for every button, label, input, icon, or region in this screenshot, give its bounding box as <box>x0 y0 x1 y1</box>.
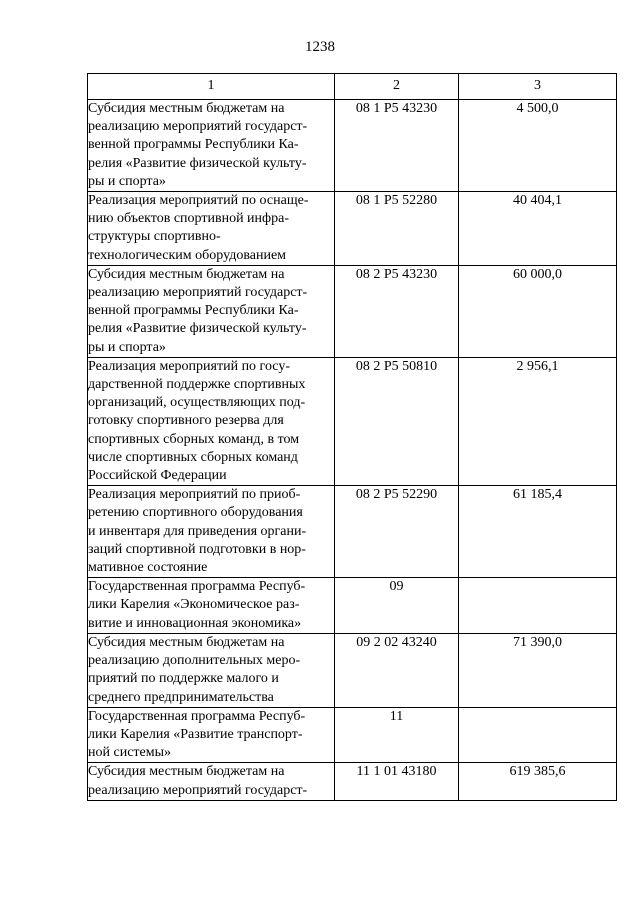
description-line: нию объектов спортивной инфра- <box>88 211 289 227</box>
row-amount: 71 390,0 <box>459 633 617 707</box>
row-code: 08 2 P5 43230 <box>335 265 459 357</box>
row-description <box>88 707 335 763</box>
row-description <box>88 763 335 800</box>
table-row <box>88 192 617 266</box>
description-line: структуры спортивно- <box>88 229 221 245</box>
row-description <box>88 100 335 192</box>
description-line: реализацию мероприятий государст- <box>88 119 308 135</box>
description-line: дарственной поддержке спортивных <box>88 377 306 393</box>
row-description <box>88 633 335 707</box>
row-code: 11 <box>335 707 459 763</box>
table-row <box>88 265 617 357</box>
description-line: реализацию мероприятий государст- <box>88 285 308 301</box>
description-line: лики Карелия «Экономическое раз- <box>88 597 300 613</box>
description-line: готовку спортивного резерва для <box>88 413 284 429</box>
row-code: 08 2 P5 50810 <box>335 357 459 485</box>
description-line: лики Карелия «Развитие транспорт- <box>88 726 303 742</box>
description-line: релия «Развитие физической культу- <box>88 321 307 337</box>
description-line: витие и инновационная экономика» <box>88 615 302 631</box>
header-row <box>88 74 617 100</box>
column-header-2: 2 <box>335 74 459 100</box>
description-line: релия «Развитие физической культу- <box>88 155 307 171</box>
description-line: ной системы» <box>88 745 172 761</box>
table-row <box>88 763 617 800</box>
column-header-1: 1 <box>88 74 335 100</box>
description-line: мативное состояние <box>88 560 208 576</box>
row-code: 09 <box>335 578 459 634</box>
row-amount: 61 185,4 <box>459 486 617 578</box>
table-row <box>88 100 617 192</box>
row-amount <box>459 707 617 763</box>
page-number: 1238 <box>305 39 335 55</box>
description-line: Реализация мероприятий по госу- <box>88 358 290 374</box>
row-description <box>88 192 335 266</box>
table-row <box>88 578 617 634</box>
table-row <box>88 633 617 707</box>
description-line: Реализация мероприятий по оснаще- <box>88 193 309 209</box>
row-amount: 40 404,1 <box>459 192 617 266</box>
description-line: Реализация мероприятий по приоб- <box>88 487 301 503</box>
table-row <box>88 357 617 485</box>
description-line: организаций, осуществляющих под- <box>88 395 306 411</box>
row-description <box>88 486 335 578</box>
description-line: Субсидия местным бюджетам на <box>88 101 285 116</box>
row-description <box>88 357 335 485</box>
description-line: Субсидия местным бюджетам на <box>88 634 285 650</box>
description-line: среднего предпринимательства <box>88 689 274 705</box>
row-code: 08 1 P5 43230 <box>335 100 459 192</box>
row-code: 09 2 02 43240 <box>335 633 459 707</box>
description-line: Российской Федерации <box>88 468 227 484</box>
description-line: числе спортивных сборных команд <box>88 449 298 465</box>
row-amount: 60 000,0 <box>459 265 617 357</box>
description-line: Субсидия местным бюджетам на <box>88 266 285 282</box>
table-row <box>88 486 617 578</box>
description-line: венной программы Республики Ка- <box>88 137 299 153</box>
row-code: 08 1 P5 52280 <box>335 192 459 266</box>
description-line: спортивных сборных команд, в том <box>88 431 300 447</box>
description-line: заций спортивной подготовки в нор- <box>88 541 306 557</box>
row-amount: 2 956,1 <box>459 357 617 485</box>
row-amount <box>459 578 617 634</box>
description-line: реализацию мероприятий государст- <box>88 782 308 798</box>
row-description <box>88 265 335 357</box>
table-body <box>88 100 617 801</box>
row-amount: 619 385,6 <box>459 763 617 800</box>
row-amount: 4 500,0 <box>459 100 617 192</box>
description-line: ры и спорта» <box>88 339 166 355</box>
description-line: ретению спортивного оборудования <box>88 505 303 521</box>
column-header-3: 3 <box>459 74 617 100</box>
table-row <box>88 707 617 763</box>
description-line: технологическим оборудованием <box>88 247 287 263</box>
description-line: Государственная программа Респуб- <box>88 579 306 595</box>
description-line: ры и спорта» <box>88 173 166 189</box>
budget-table <box>87 73 617 801</box>
description-line: Субсидия местным бюджетам на <box>88 764 285 780</box>
description-line: реализацию дополнительных меро- <box>88 653 301 669</box>
row-code: 08 2 P5 52290 <box>335 486 459 578</box>
description-line: приятий по поддержке малого и <box>88 671 279 687</box>
row-code: 11 1 01 43180 <box>335 763 459 800</box>
description-line: Государственная программа Респуб- <box>88 708 306 724</box>
description-line: венной программы Республики Ка- <box>88 303 299 319</box>
row-description <box>88 578 335 634</box>
description-line: и инвентаря для приведения органи- <box>88 523 307 539</box>
